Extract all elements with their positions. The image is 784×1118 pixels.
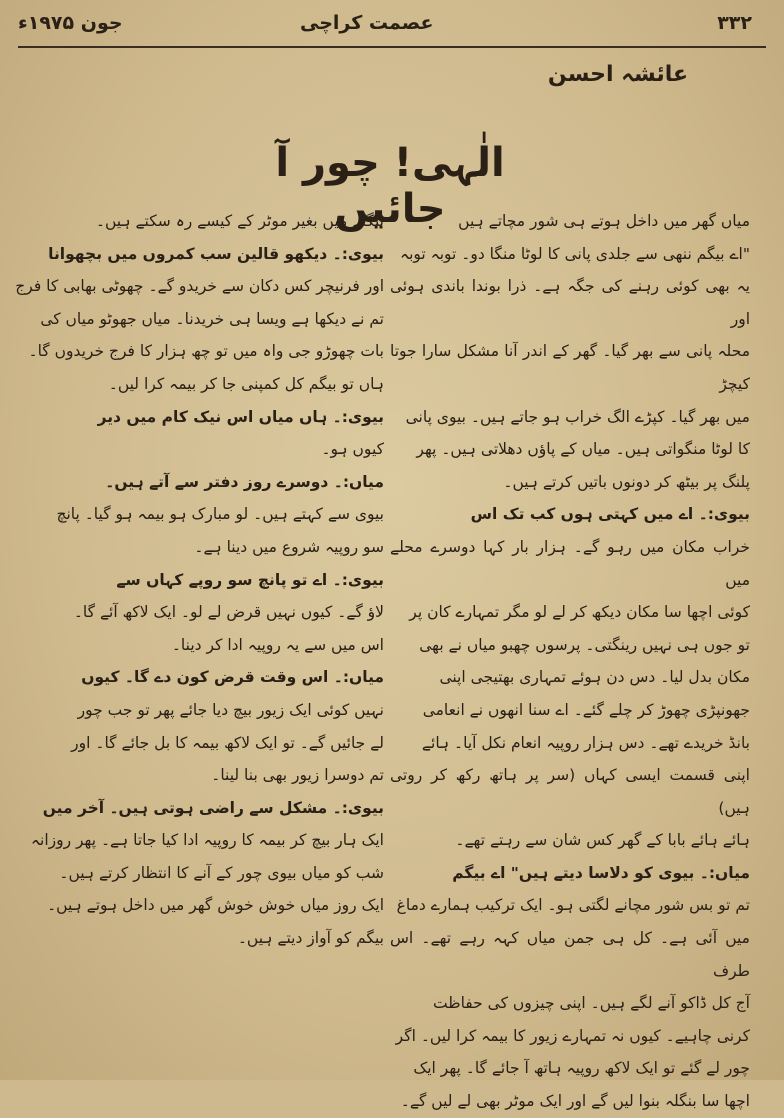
text-line: خراب مکان میں رہو گے۔ ہزار بار کہا دوسرے محلے میں bbox=[390, 537, 750, 589]
text-line: میاں:۔ اس وقت قرض کون دے گا۔ کیوں bbox=[81, 668, 384, 687]
text-line: کرنی چاہیے۔ کیوں نہ تمہارے زیور کا بیمہ کرا لیں۔ اگر bbox=[395, 1026, 750, 1045]
author-name: عائشہ احسن bbox=[547, 62, 688, 87]
text-line: میاں گھر میں داخل ہوتے ہی شور مچاتے ہیں bbox=[458, 212, 750, 230]
text-line: بیوی:۔ ہاں میاں اس نیک کام میں دیر bbox=[97, 407, 384, 426]
text-line: اور فرنیچر کس دکان سے خریدو گے۔ چھوٹی بھابی کا فرج bbox=[15, 277, 384, 296]
text-line: آج کل ڈاکو آنے لگے ہیں۔ اپنی چیزوں کی حفاظت bbox=[433, 994, 750, 1013]
text-line: یہ بھی کوئی رہنے کی جگہ ہے۔ ذرا بوندا باندی ہوئی اور bbox=[390, 277, 750, 328]
text-line: اچھا سا بنگلہ بنوا لیں گے اور ایک موٹر بھی لے لیں گے۔ bbox=[400, 1092, 750, 1111]
text-line: لے جائیں گے۔ تو ایک لاکھ بیمہ کا بل جائے گا۔ اور bbox=[71, 733, 384, 752]
text-line: شب کو میاں بیوی چور کے آنے کا انتظار کرتے ہیں۔ bbox=[59, 863, 384, 882]
text-line: بیوی:۔ اے میں کہتی ہوں کب تک اس bbox=[470, 505, 750, 524]
magazine-name: عصمت کراچی bbox=[300, 12, 434, 34]
text-line: اس میں سے یہ روپیہ ادا کر دینا۔ bbox=[171, 635, 384, 654]
text-line: پلنگ پر بیٹھ کر دونوں باتیں کرتے ہیں۔ bbox=[503, 472, 750, 491]
text-line: جھونپڑی چھوڑ کر چلے گئے۔ اے سنا انھوں نے انعامی bbox=[422, 700, 750, 719]
text-line: اپنی قسمت ایسی کہاں (سر پر ہاتھ رکھ کر روتی ہیں) bbox=[390, 766, 750, 817]
text-line: ہائے ہائے بابا کے گھر کس شان سے رہتے تھے۔ bbox=[455, 831, 750, 850]
page-header bbox=[10, 8, 774, 46]
text-line: بیگم کو آواز دیتے ہیں۔ bbox=[237, 929, 384, 948]
text-line: تم نے دیکھا ہے ویسا ہی خریدنا۔ میاں جھوٹو میاں کی bbox=[40, 309, 384, 328]
text-line: بیوی سے کہتے ہیں۔ لو مبارک ہو بیمہ ہو گیا۔ پانچ bbox=[56, 505, 384, 524]
text-line: میں بھر گیا۔ کپڑے الگ خراب ہو جاتے ہیں۔ بیوی پانی bbox=[405, 407, 750, 426]
left-column bbox=[14, 205, 384, 1045]
text-line: کیوں ہو۔ bbox=[321, 440, 384, 459]
text-line: لاؤ گے۔ کیوں نہیں قرض لے لو۔ ایک لاکھ آئے گا۔ bbox=[73, 603, 384, 622]
text-line: تم دوسرا زیور بھی بنا لینا۔ bbox=[211, 766, 384, 785]
issue-date: جون ۱۹۷۵ء bbox=[18, 12, 123, 34]
text-line: میں آئی ہے۔ کل ہی جمن میاں کہہ رہے تھے۔ اس طرف bbox=[390, 929, 750, 980]
text-line: بات چھوڑو جی واہ میں تو چھ ہزار کا فرج خریدوں گا۔ bbox=[28, 342, 384, 361]
text-line: کوئی اچھا سا مکان دیکھ کر لے لو مگر تمہارے کان پر bbox=[409, 603, 750, 622]
text-line: ہاں تو بیگم کل کمپنی جا کر بیمہ کرا لیں۔ bbox=[108, 374, 384, 393]
text-line: تم تو بس شور مچانے لگتی ہو۔ ایک ترکیب ہمارے دماغ bbox=[396, 896, 750, 915]
text-line: میاں:۔ بیوی کو دلاسا دیتے ہیں" اے بیگم bbox=[452, 863, 750, 882]
text-line: بیوی:۔ مشکل سے راضی ہوتی ہیں۔ آخر میں bbox=[42, 798, 384, 817]
text-line: ایک ہار بیچ کر بیمہ کا روپیہ ادا کیا جاتا ہے۔ پھر روزانہ bbox=[30, 831, 384, 850]
text-line: ایک روز میاں خوش خوش گھر میں داخل ہوتے ہیں۔ bbox=[47, 896, 384, 915]
text-line: بیوی:۔ دیکھو قالین سب کمروں میں بچھوانا bbox=[48, 244, 384, 263]
text-line: کا لوٹا منگواتی ہیں۔ میاں کے پاؤں دھلاتی ہیں۔ پھر bbox=[416, 440, 750, 459]
text-line: میاں:۔ دوسرے روز دفتر سے آتے ہیں۔ bbox=[105, 472, 384, 491]
article-title: الٰہی! چور آ جائیں bbox=[275, 140, 505, 232]
text-line: مکان بدل لیا۔ دس دن ہوئے تمہاری بھتیجی اپنی bbox=[439, 668, 750, 687]
text-line: "اے بیگم ننھی سے جلدی پانی کا لوٹا منگا دو۔ توبہ توبہ bbox=[400, 244, 750, 263]
header-rule bbox=[18, 46, 766, 48]
page-number: ۳۳۲ bbox=[717, 12, 752, 34]
text-line: نہیں کوئی ایک زیور بیچ دیا جائے پھر تو جب چور bbox=[77, 700, 384, 719]
text-line: بانڈ خریدے تھے۔ دس ہزار روپیہ انعام نکل آیا۔ ہائے bbox=[421, 733, 750, 752]
text-line: تو جوں ہی نہیں رینگتی۔ پرسوں چھبو میاں نے بھی bbox=[419, 635, 750, 654]
text-line: بیوی:۔ اے تو پانچ سو روپے کہاں سے bbox=[116, 570, 384, 589]
text-line: محلہ پانی سے بھر گیا۔ گھر کے اندر آنا مشکل سارا جوتا کیچڑ bbox=[390, 342, 750, 393]
text-line: بنگلے میں بغیر موٹر کے کیسے رہ سکتے ہیں۔ bbox=[95, 212, 384, 230]
text-line: چور لے گئے تو ایک لاکھ روپیہ ہاتھ آ جائے گا۔ پھر ایک bbox=[413, 1059, 750, 1078]
right-column bbox=[390, 205, 750, 1111]
text-line: سو روپیہ شروع میں دینا ہے۔ bbox=[194, 537, 384, 556]
